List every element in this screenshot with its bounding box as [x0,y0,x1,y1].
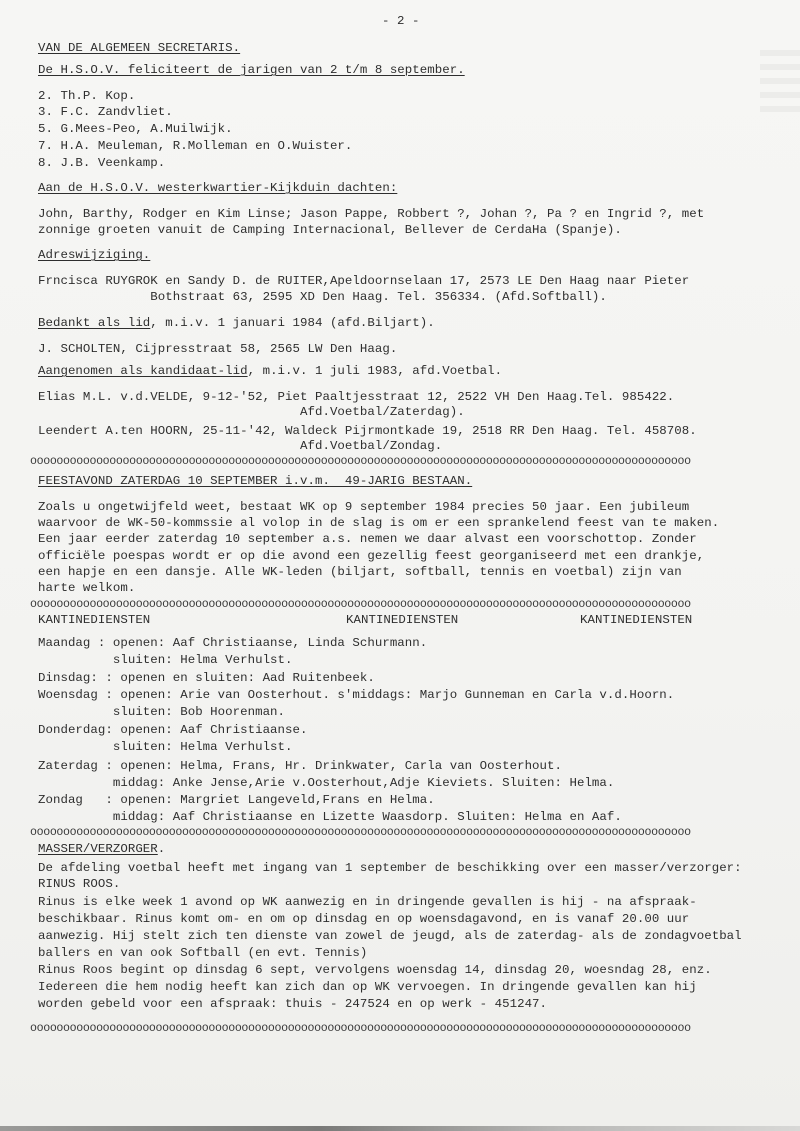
jarige-item: 5. G.Mees-Peo, A.Muilwijk. [38,122,233,136]
kantinedienst-row: Woensdag : openen: Arie van Oosterhout. s'middags: Marjo Gunneman en Carla v.d.Hoorn. [38,688,675,702]
kandidaat-heading-row [38,364,502,378]
feestavond-title-b: 49-JARIG BESTAAN. [329,474,473,488]
kandidaat-line: Afd.Voetbal/Zondag. [38,439,443,453]
groeten-heading: Aan de H.S.O.V. westerkwartier-Kijkduin dachten: [38,181,398,195]
jarige-item: 8. J.B. Veenkamp. [38,156,166,170]
feestavond-heading-row [38,474,472,488]
bedankt-heading-row [38,316,435,330]
bedankt-line: J. SCHOLTEN, Cijpresstraat 58, 2565 LW Den Haag. [38,342,398,356]
kantinedienst-row: Donderdag: openen: Aaf Christiaanse. [38,723,308,737]
kantinedienst-row: middag: Anke Jense,Arie v.Oosterhout,Adje Kieviets. Sluiten: Helma. [38,776,615,790]
section-title-secretariaat: VAN DE ALGEMEEN SECRETARIS. [38,41,241,55]
masser-line: De afdeling voetbal heeft met ingang van 1 september de beschikking over een masser/verzorger: [38,861,742,875]
adres-line: Frncisca RUYGROK en Sandy D. de RUITER,Apeldoornselaan 17, 2573 LE Den Haag naar Pieter [38,274,690,288]
jarige-item: 3. F.C. Zandvliet. [38,105,173,119]
masser-line: aanwezig. Hij stelt zich ten dienste van zowel de jeugd, als de zaterdag- als de zondagvoetbal [38,929,742,943]
masser-line: Rinus is elke week 1 avond op WK aanwezig en in dringende gevallen is hij - na afspraak- [38,895,697,909]
felicitatie-heading: De H.S.O.V. feliciteert de jarigen van 2 t/m 8 september. [38,63,465,77]
adres-heading: Adreswijziging. [38,248,151,262]
kantinediensten-header: KANTINEDIENSTEN [346,613,459,627]
masser-line: Iedereen die hem nodig heeft kan zich dan op WK vervoegen. In dringende gevallen kan hij [38,980,697,994]
kandidaat-line: Leendert A.ten HOORN, 25-11-'42, Waldeck Pijrmontkade 19, 2518 RR Den Haag. Tel. 458708. [38,424,697,438]
kandidaat-line: Elias M.L. v.d.VELDE, 9-12-'52, Piet Paaltjesstraat 12, 2522 VH Den Haag.Tel. 985422. [38,390,675,404]
feestavond-line: een hapje en een dansje. Alle WK-leden (biljart, softball, tennis en voetbal) zijn van [38,565,682,579]
kandidaat-heading: Aangenomen als kandidaat-lid [38,364,248,378]
kandidaat-line: Afd.Voetbal/Zaterdag). [38,405,465,419]
kantinedienst-row: Maandag : openen: Aaf Christiaanse, Linda Schurmann. [38,636,428,650]
feestavond-line: officiële poespas wordt er op die avond een gezellig feest georganiseerd met een drankje, [38,549,705,563]
masser-heading-row [38,842,165,856]
kantinediensten-header: KANTINEDIENSTEN [38,613,151,627]
kantinedienst-row: Zaterdag : openen: Helma, Frans, Hr. Drinkwater, Carla van Oosterhout. [38,759,562,773]
page-bottom-edge [0,1126,800,1131]
feestavond-line: Een jaar eerder zaterdag 10 september a.s. nemen we daar alvast een voorschottop. Zonder [38,532,697,546]
kantinedienst-row: sluiten: Bob Hoorenman. [38,705,286,719]
kantinedienst-row: sluiten: Helma Verhulst. [38,740,293,754]
feestavond-line: waarvoor de WK-50-kommssie al volop in de slag is om er een sprankelend feest van te maken. [38,516,720,530]
page-number: - 2 - [382,14,420,28]
feestavond-line: Zoals u ongetwijfeld weet, bestaat WK op 9 september 1984 precies 50 jaar. Een jubileum [38,500,690,514]
groeten-line: John, Barthy, Rodger en Kim Linse; Jason Pappe, Robbert ?, Johan ?, Pa ? en Ingrid ?, met [38,207,705,221]
divider: oooooooooooooooooooooooooooooooooooooooooooooooooooooooooooooooooooooooooooooooooooooooooooooooooooo [30,598,691,611]
masser-line: RINUS ROOS. [38,877,121,891]
divider: oooooooooooooooooooooooooooooooooooooooooooooooooooooooooooooooooooooooooooooooooooooooooooooooooooo [30,455,691,468]
bedankt-suffix: , m.i.v. 1 januari 1984 (afd.Biljart). [150,316,435,330]
feestavond-title [38,474,472,488]
reverse-side-bleed-through [760,50,800,120]
divider: oooooooooooooooooooooooooooooooooooooooooooooooooooooooooooooooooooooooooooooooooooooooooooooooooooo [30,826,691,839]
bedankt-heading: Bedankt als lid [38,316,151,330]
masser-title: MASSER/VERZORGER [38,842,158,856]
masser-line: worden gebeld voor een afspraak: thuis - 247524 en op werk - 451247. [38,997,548,1011]
kantinedienst-row: Dinsdag: : openen en sluiten: Aad Ruitenbeek. [38,671,375,685]
masser-title-suffix: . [157,842,166,856]
kantinedienst-row: middag: Aaf Christiaanse en Lizette Waasdorp. Sluiten: Helma en Aaf. [38,810,622,824]
adres-line: Bothstraat 63, 2595 XD Den Haag. Tel. 356334. (Afd.Softball). [38,290,607,304]
kandidaat-suffix: , m.i.v. 1 juli 1983, afd.Voetbal. [247,364,503,378]
divider: oooooooooooooooooooooooooooooooooooooooooooooooooooooooooooooooooooooooooooooooooooooooooooooooooooo [30,1022,691,1035]
kantinediensten-header: KANTINEDIENSTEN [580,613,693,627]
kantinedienst-row: Zondag : openen: Margriet Langeveld,Frans en Helma. [38,793,435,807]
feestavond-line: harte welkom. [38,581,136,595]
masser-line: beschikbaar. Rinus komt om- en om op dinsdag en op woensdagavond, en is vanaf 20.00 uur [38,912,690,926]
jarige-item: 2. Th.P. Kop. [38,89,136,103]
masser-line: ballers en van ook Softball (en evt. Tennis) [38,946,368,960]
kantinedienst-row: sluiten: Helma Verhulst. [38,653,293,667]
groeten-line: zonnige groeten vanuit de Camping Internacional, Bellever de CerdaHa (Spanje). [38,223,622,237]
masser-line: Rinus Roos begint op dinsdag 6 sept, vervolgens woensdag 14, dinsdag 20, woesndag 28, enz. [38,963,712,977]
feestavond-title-a: FEESTAVOND ZATERDAG 10 SEPTEMBER i.v.m. [38,474,330,488]
jarige-item: 7. H.A. Meuleman, R.Molleman en O.Wuister. [38,139,353,153]
